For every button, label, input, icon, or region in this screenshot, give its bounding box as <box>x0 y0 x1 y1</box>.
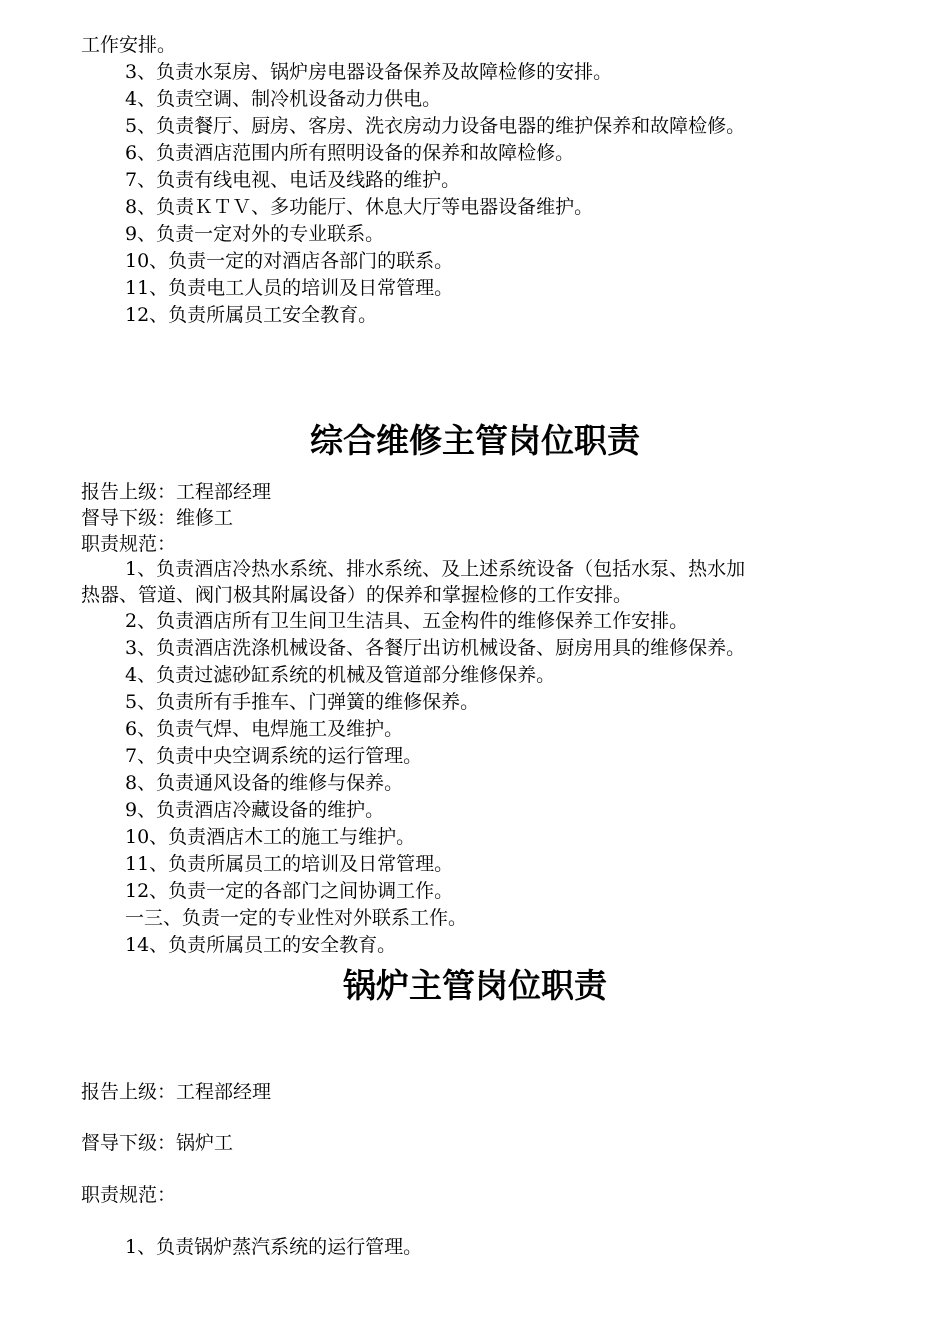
supervise-line: 督导下级：锅炉工 <box>81 1132 234 1154</box>
duties-label: 职责规范： <box>81 533 177 555</box>
section-title: 锅炉主管岗位职责 <box>343 966 607 1005</box>
duty-item: 4、负责空调、制冷机设备动力供电。 <box>125 88 442 110</box>
duty-item: 7、负责有线电视、电话及线路的维护。 <box>125 169 461 191</box>
duty-item: 10、负责酒店木工的施工与维护。 <box>125 826 416 848</box>
duty-item: 2、负责酒店所有卫生间卫生洁具、五金构件的维修保养工作安排。 <box>125 610 689 632</box>
supervise-line: 督导下级：维修工 <box>81 507 234 529</box>
duty-item: 8、负责ＫＴＶ、多功能厅、休息大厅等电器设备维护。 <box>125 196 594 218</box>
duty-item: 4、负责过滤砂缸系统的机械及管道部分维修保养。 <box>125 664 556 686</box>
duty-item: 3、负责酒店洗涤机械设备、各餐厅出访机械设备、厨房用具的维修保养。 <box>125 637 746 659</box>
duty-item: 11、负责所属员工的培训及日常管理。 <box>125 853 454 875</box>
duty-item: 1、负责锅炉蒸汽系统的运行管理。 <box>125 1236 423 1258</box>
duty-item: 12、负责一定的各部门之间协调工作。 <box>125 880 454 902</box>
duty-item: 10、负责一定的对酒店各部门的联系。 <box>125 250 454 272</box>
continuation-text: 工作安排。 <box>81 34 177 56</box>
duty-item: 9、负责一定对外的专业联系。 <box>125 223 385 245</box>
duty-item: 11、负责电工人员的培训及日常管理。 <box>125 277 454 299</box>
duties-label: 职责规范： <box>81 1184 177 1206</box>
duty-item: 12、负责所属员工安全教育。 <box>125 304 378 326</box>
duty-item: 5、负责所有手推车、门弹簧的维修保养。 <box>125 691 480 713</box>
duty-item: 8、负责通风设备的维修与保养。 <box>125 772 404 794</box>
duty-item: 6、负责酒店范围内所有照明设备的保养和故障检修。 <box>125 142 575 164</box>
duty-item: 7、负责中央空调系统的运行管理。 <box>125 745 423 767</box>
duty-item: 3、负责水泵房、锅炉房电器设备保养及故障检修的安排。 <box>125 61 613 83</box>
duty-item: 一三、负责一定的专业性对外联系工作。 <box>125 907 468 929</box>
report-to-line: 报告上级：工程部经理 <box>81 481 272 503</box>
duty-item-wrap: 热器、管道、阀门极其附属设备）的保养和掌握检修的工作安排。 <box>81 584 633 606</box>
duty-item: 9、负责酒店冷藏设备的维护。 <box>125 799 385 821</box>
section-title: 综合维修主管岗位职责 <box>310 421 640 460</box>
duty-item: 6、负责气焊、电焊施工及维护。 <box>125 718 404 740</box>
duty-item: 14、负责所属员工的安全教育。 <box>125 934 397 956</box>
duty-item: 1、负责酒店冷热水系统、排水系统、及上述系统设备（包括水泵、热水加 <box>125 558 746 580</box>
duty-item: 5、负责餐厅、厨房、客房、洗衣房动力设备电器的维护保养和故障检修。 <box>125 115 746 137</box>
report-to-line: 报告上级：工程部经理 <box>81 1081 272 1103</box>
